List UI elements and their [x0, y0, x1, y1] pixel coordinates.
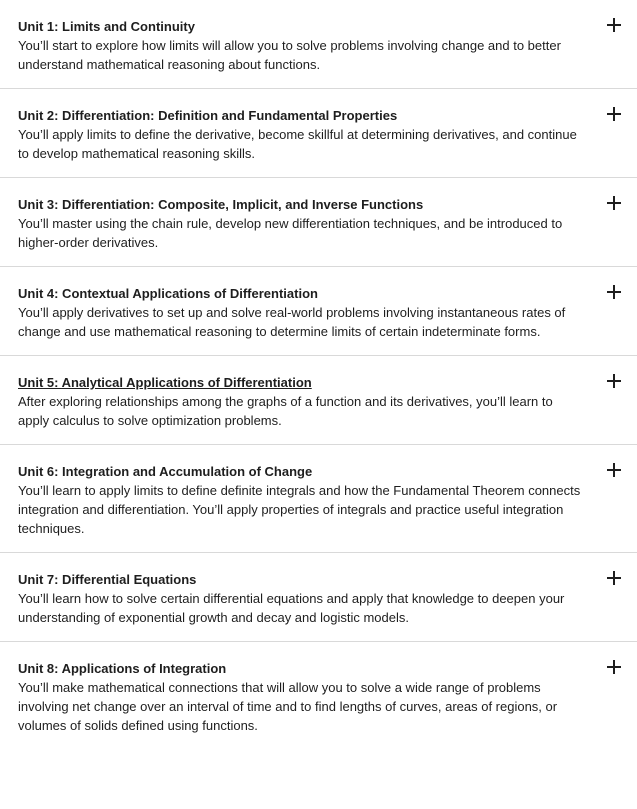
unit-description: You’ll start to explore how limits will allow you to solve problems involving change and to better understand mathematical reasoning about functions. [18, 38, 561, 72]
unit-title-link[interactable]: Unit 5: Analytical Applications of Differentiation [18, 375, 312, 390]
unit-description: After exploring relationships among the graphs of a function and its derivatives, you’ll learn to apply calculus to solve optimization problems. [18, 394, 553, 428]
unit-item-5 [0, 356, 637, 445]
unit-description: You’ll apply limits to define the derivative, become skillful at determining derivatives, and continue to develop mathematical reasoning skills. [18, 127, 577, 161]
unit-title-link[interactable]: Unit 8: Applications of Integration [18, 661, 227, 676]
plus-icon[interactable] [607, 17, 623, 33]
unit-title-link[interactable]: Unit 7: Differential Equations [18, 572, 197, 587]
unit-description: You’ll master using the chain rule, develop new differentiation techniques, and be introduced to higher-order derivatives. [18, 216, 563, 250]
unit-description: You’ll learn to apply limits to define definite integrals and how the Fundamental Theorem connects integration and differentiation. You’ll apply properties of integrals and practice useful integration techniques. [18, 483, 581, 536]
unit-description: You’ll apply derivatives to set up and solve real-world problems involving instantaneous rates of change and use mathematical reasoning to determine limits of certain indeterminate forms. [18, 305, 566, 339]
unit-title-link[interactable]: Unit 1: Limits and Continuity [18, 19, 195, 34]
unit-item-8 [0, 642, 637, 749]
unit-item-7 [0, 553, 637, 642]
unit-item-3 [0, 178, 637, 267]
plus-icon[interactable] [607, 462, 623, 478]
unit-item-2 [0, 89, 637, 178]
unit-title-link[interactable]: Unit 3: Differentiation: Composite, Implicit, and Inverse Functions [18, 197, 424, 212]
plus-icon[interactable] [607, 659, 623, 675]
unit-item-6 [0, 445, 637, 553]
unit-title-link[interactable]: Unit 2: Differentiation: Definition and Fundamental Properties [18, 108, 398, 123]
unit-title-link[interactable]: Unit 4: Contextual Applications of Differentiation [18, 286, 318, 301]
unit-description: You’ll learn how to solve certain differential equations and apply that knowledge to deepen your understanding of exponential growth and decay and logistic models. [18, 591, 565, 625]
plus-icon[interactable] [607, 284, 623, 300]
plus-icon[interactable] [607, 195, 623, 211]
unit-title-link[interactable]: Unit 6: Integration and Accumulation of Change [18, 464, 313, 479]
unit-item-1 [0, 0, 637, 89]
plus-icon[interactable] [607, 106, 623, 122]
unit-description: You’ll make mathematical connections that will allow you to solve a wide range of problems involving net change over an interval of time and to find lengths of curves, areas of regions, or volumes of solids defined using functions. [18, 680, 558, 733]
plus-icon[interactable] [607, 570, 623, 586]
unit-item-4 [0, 267, 637, 356]
plus-icon[interactable] [607, 373, 623, 389]
